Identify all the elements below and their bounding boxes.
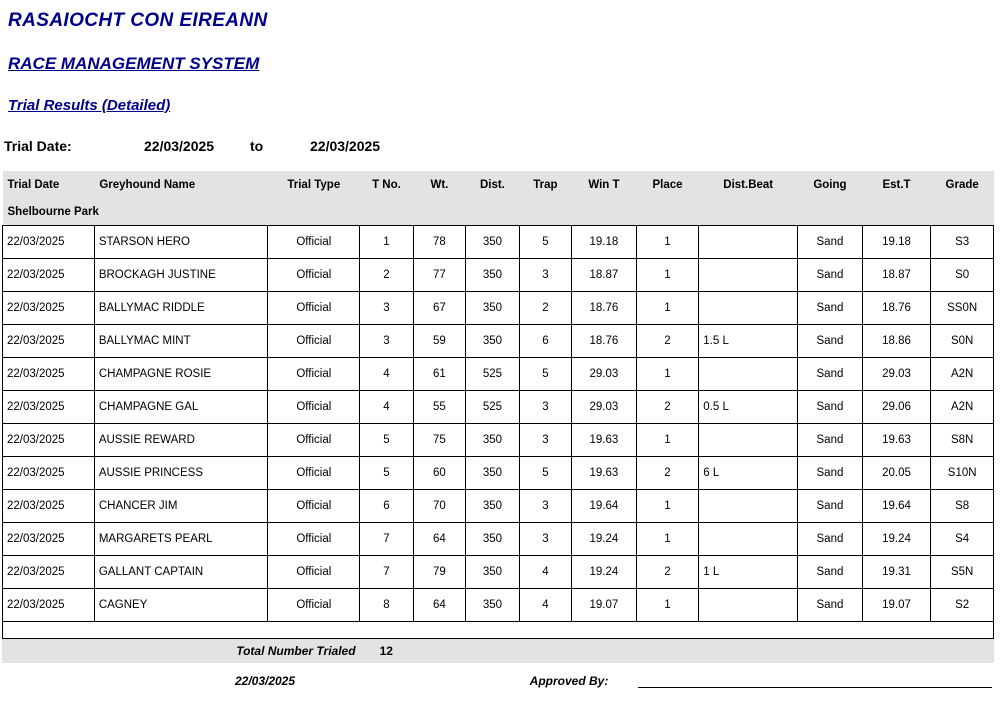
cell-greyhound-name: BROCKAGH JUSTINE [94,258,268,291]
cell-place: 1 [636,522,699,555]
total-trialed-label: Total Number Trialed [94,639,360,663]
signature-spacer [4,663,176,691]
cell-place: 1 [636,357,699,390]
cell-wt: 55 [413,390,465,423]
cell-t-no: 8 [360,588,413,621]
cell-win-t: 19.63 [572,456,637,489]
cell-win-t: 29.03 [572,357,637,390]
cell-wt: 64 [413,522,465,555]
cell-trial-date: 22/03/2025 [3,489,95,522]
trial-date-from: 22/03/2025 [144,138,215,154]
signature-row [4,663,996,691]
total-trialed-value: 12 [360,639,414,663]
signature-gap [354,663,504,691]
cell-est-t: 29.03 [862,357,931,390]
cell-grade: A2N [931,390,994,423]
cell-trial-type: Official [268,357,360,390]
cell-going: Sand [798,423,863,456]
cell-trial-type: Official [268,423,360,456]
cell-trap: 3 [519,423,571,456]
cell-trial-date: 22/03/2025 [3,588,95,621]
cell-est-t: 19.18 [862,225,931,258]
cell-greyhound-name: GALLANT CAPTAIN [94,555,268,588]
cell-est-t: 18.86 [862,324,931,357]
cell-est-t: 19.63 [862,423,931,456]
cell-grade: S10N [931,456,994,489]
totals-row [2,639,994,663]
trial-date-to: 22/03/2025 [310,138,381,154]
cell-grade: S0 [931,258,994,291]
column-header-place: Place [636,171,699,199]
column-header-trial-date: Trial Date [3,171,95,199]
cell-place: 1 [636,423,699,456]
cell-trial-type: Official [268,258,360,291]
cell-trial-type: Official [268,489,360,522]
cell-going: Sand [798,324,863,357]
cell-win-t: 19.07 [572,588,637,621]
cell-trial-date: 22/03/2025 [3,456,95,489]
report-header [0,0,1000,114]
cell-grade: A2N [931,357,994,390]
cell-greyhound-name: AUSSIE REWARD [94,423,268,456]
cell-trial-date: 22/03/2025 [3,225,95,258]
cell-dist-beat [699,522,798,555]
trial-date-to-word: to [250,138,264,154]
cell-trial-date: 22/03/2025 [3,291,95,324]
table-row [3,456,994,489]
table-row [3,258,994,291]
cell-grade: S8N [931,423,994,456]
organisation-name-line2: RACE MANAGEMENT SYSTEM [8,54,260,73]
cell-t-no: 6 [360,489,413,522]
cell-win-t: 29.03 [572,390,637,423]
cell-grade: SS0N [931,291,994,324]
cell-est-t: 18.87 [862,258,931,291]
cell-grade: S0N [931,324,994,357]
cell-greyhound-name: MARGARETS PEARL [94,522,268,555]
cell-wt: 64 [413,588,465,621]
cell-trial-type: Official [268,588,360,621]
cell-greyhound-name: BALLYMAC RIDDLE [94,291,268,324]
table-row [3,225,994,258]
cell-dist: 525 [466,357,519,390]
cell-wt: 75 [413,423,465,456]
cell-t-no: 5 [360,456,413,489]
cell-trap: 5 [519,456,571,489]
cell-t-no: 4 [360,357,413,390]
cell-dist-beat: 0.5 L [699,390,798,423]
cell-dist-beat [699,357,798,390]
cell-est-t: 19.31 [862,555,931,588]
column-header-going: Going [798,171,863,199]
cell-dist: 350 [466,522,519,555]
cell-dist-beat [699,588,798,621]
venue-group-row [3,199,994,225]
cell-t-no: 7 [360,555,413,588]
cell-place: 2 [636,390,699,423]
cell-dist: 350 [466,456,519,489]
column-header-greyhound-name: Greyhound Name [94,171,268,199]
cell-trap: 3 [519,522,571,555]
cell-greyhound-name: BALLYMAC MINT [94,324,268,357]
cell-going: Sand [798,522,863,555]
cell-trial-type: Official [268,456,360,489]
cell-place: 1 [636,588,699,621]
cell-going: Sand [798,588,863,621]
cell-dist-beat: 1 L [699,555,798,588]
cell-wt: 77 [413,258,465,291]
cell-dist-beat [699,423,798,456]
cell-going: Sand [798,555,863,588]
cell-wt: 78 [413,225,465,258]
cell-grade: S3 [931,225,994,258]
cell-trap: 2 [519,291,571,324]
cell-trap: 3 [519,390,571,423]
cell-win-t: 19.63 [572,423,637,456]
cell-trial-date: 22/03/2025 [3,390,95,423]
table-row [3,522,994,555]
approved-by-signature-line [634,663,996,691]
cell-wt: 60 [413,456,465,489]
cell-est-t: 29.06 [862,390,931,423]
table-header-row [3,171,994,199]
cell-win-t: 19.24 [572,555,637,588]
cell-greyhound-name: CHAMPAGNE ROSIE [94,357,268,390]
cell-going: Sand [798,489,863,522]
cell-trap: 6 [519,324,571,357]
cell-place: 2 [636,324,699,357]
cell-trial-date: 22/03/2025 [3,357,95,390]
cell-dist-beat [699,291,798,324]
cell-dist: 350 [466,324,519,357]
cell-wt: 79 [413,555,465,588]
trial-date-range [4,138,1000,154]
cell-est-t: 19.64 [862,489,931,522]
approved-by-label: Approved By: [529,673,609,688]
cell-going: Sand [798,291,863,324]
cell-greyhound-name: STARSON HERO [94,225,268,258]
cell-grade: S4 [931,522,994,555]
column-header-est-t: Est.T [862,171,931,199]
cell-dist-beat [699,225,798,258]
cell-t-no: 7 [360,522,413,555]
cell-wt: 70 [413,489,465,522]
trial-results-table [2,171,994,622]
table-row [3,555,994,588]
cell-t-no: 5 [360,423,413,456]
cell-trial-type: Official [268,324,360,357]
cell-dist: 350 [466,555,519,588]
cell-wt: 59 [413,324,465,357]
cell-greyhound-name: AUSSIE PRINCESS [94,456,268,489]
cell-trial-date: 22/03/2025 [3,555,95,588]
cell-trap: 4 [519,588,571,621]
cell-place: 2 [636,456,699,489]
footer-spacer [2,622,994,639]
cell-wt: 61 [413,357,465,390]
cell-going: Sand [798,357,863,390]
cell-going: Sand [798,225,863,258]
column-header-win-t: Win T [572,171,637,199]
cell-trap: 3 [519,489,571,522]
cell-trial-type: Official [268,555,360,588]
cell-dist: 350 [466,291,519,324]
trial-date-label: Trial Date: [4,138,72,154]
table-row [3,357,994,390]
cell-trial-type: Official [268,390,360,423]
cell-place: 1 [636,258,699,291]
totals-spacer-right [413,639,994,663]
cell-win-t: 18.76 [572,291,637,324]
cell-grade: S5N [931,555,994,588]
cell-dist-beat [699,489,798,522]
column-header-dist: Dist. [466,171,519,199]
cell-t-no: 2 [360,258,413,291]
cell-trial-date: 22/03/2025 [3,423,95,456]
cell-win-t: 18.76 [572,324,637,357]
cell-dist: 350 [466,258,519,291]
table-row [3,423,994,456]
cell-grade: S2 [931,588,994,621]
column-header-trial-type: Trial Type [268,171,360,199]
cell-est-t: 18.76 [862,291,931,324]
cell-greyhound-name: CAGNEY [94,588,268,621]
cell-dist-beat [699,258,798,291]
cell-place: 1 [636,489,699,522]
cell-dist: 350 [466,588,519,621]
organisation-name-line1: RASAIOCHT CON EIREANN [8,10,268,31]
cell-win-t: 19.64 [572,489,637,522]
cell-place: 1 [636,291,699,324]
column-header-t-no: T No. [360,171,413,199]
cell-greyhound-name: CHANCER JIM [94,489,268,522]
cell-win-t: 19.18 [572,225,637,258]
cell-trial-type: Official [268,225,360,258]
cell-t-no: 4 [360,390,413,423]
cell-grade: S8 [931,489,994,522]
cell-place: 1 [636,225,699,258]
table-row [3,291,994,324]
cell-going: Sand [798,258,863,291]
cell-t-no: 3 [360,291,413,324]
cell-dist: 350 [466,423,519,456]
report-footer [2,622,994,691]
cell-dist-beat: 6 L [699,456,798,489]
cell-est-t: 19.07 [862,588,931,621]
cell-dist: 525 [466,390,519,423]
print-date: 22/03/2025 [234,673,296,688]
cell-place: 2 [636,555,699,588]
cell-est-t: 20.05 [862,456,931,489]
cell-trial-type: Official [268,291,360,324]
report-title: Trial Results (Detailed) [8,97,171,114]
cell-trap: 5 [519,225,571,258]
cell-trap: 4 [519,555,571,588]
cell-dist: 350 [466,225,519,258]
cell-trap: 5 [519,357,571,390]
cell-trial-date: 22/03/2025 [3,258,95,291]
cell-win-t: 18.87 [572,258,637,291]
cell-dist-beat: 1.5 L [699,324,798,357]
cell-trial-date: 22/03/2025 [3,324,95,357]
column-header-dist-beat: Dist.Beat [699,171,798,199]
cell-going: Sand [798,390,863,423]
cell-t-no: 1 [360,225,413,258]
table-row [3,324,994,357]
cell-t-no: 3 [360,324,413,357]
column-header-trap: Trap [519,171,571,199]
cell-dist: 350 [466,489,519,522]
cell-win-t: 19.24 [572,522,637,555]
table-row [3,390,994,423]
cell-trial-date: 22/03/2025 [3,522,95,555]
column-header-grade: Grade [931,171,994,199]
table-row [3,489,994,522]
cell-wt: 67 [413,291,465,324]
cell-trap: 3 [519,258,571,291]
cell-trial-type: Official [268,522,360,555]
totals-spacer-left [2,639,94,663]
cell-going: Sand [798,456,863,489]
table-row [3,588,994,621]
cell-est-t: 19.24 [862,522,931,555]
column-header-wt: Wt. [413,171,465,199]
venue-name: Shelbourne Park [3,199,994,225]
cell-greyhound-name: CHAMPAGNE GAL [94,390,268,423]
